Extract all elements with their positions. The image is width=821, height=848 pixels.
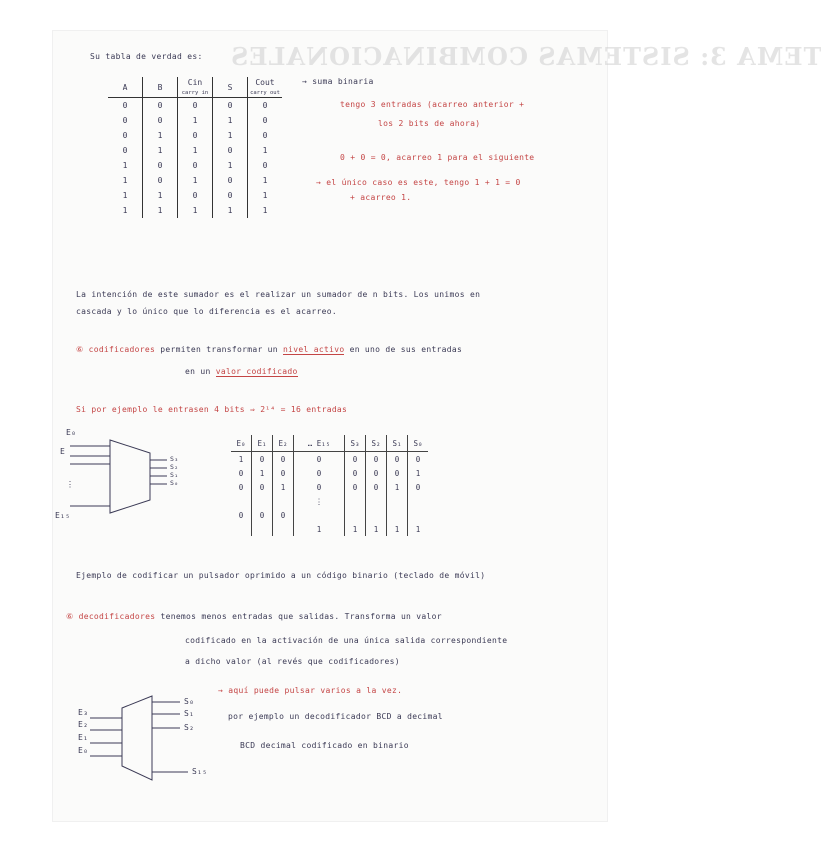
encoder-output-s2: S₂ [170, 463, 179, 471]
para1-line2: cascada y lo único que lo diferencia es el acarreo. [76, 307, 337, 316]
truth-table-cell: 1 [178, 173, 213, 188]
note-tengo-3: tengo 3 entradas (acarreo anterior + [340, 100, 525, 109]
header-cout: Cout carry out [248, 77, 283, 98]
truth-table-row [108, 113, 282, 128]
encoder-table-cell: 1 [294, 522, 345, 536]
encoder-table-header: S₁ [387, 435, 408, 452]
encoder-output-s3: S₃ [170, 455, 179, 463]
encoder-table-cell: 0 [231, 466, 252, 480]
header-cin: Cin carry in [178, 77, 213, 98]
note-unico-caso: → el único caso es este, tengo 1 + 1 = 0 [316, 178, 521, 187]
encoder-table-header: S₃ [345, 435, 366, 452]
truth-table-cell: 0 [262, 116, 268, 125]
encoder-input-dots: ⋮ [66, 480, 75, 489]
note-tengo-3b: los 2 bits de ahora) [378, 119, 481, 128]
para1-line1: La intención de este sumador es el realizar un sumador de n bits. Los unimos en [76, 290, 481, 299]
codificadores-heading: ⑥ codificadores [76, 345, 156, 354]
truth-table-cell: 0 [178, 98, 213, 114]
encoder-table-row [231, 508, 428, 522]
truth-table-cell: 1 [213, 158, 248, 173]
header-s: S [213, 77, 248, 98]
encoder-table-cell [366, 508, 387, 522]
encoder-table-cell: 0 [294, 480, 345, 494]
truth-table-cell: 1 [143, 188, 178, 203]
truth-table-cell: 1 [108, 158, 143, 173]
encoder-table-cell: 1 [415, 524, 421, 534]
encoder-table-cell: 0 [231, 480, 252, 494]
encoder-table-header: S₂ [366, 435, 387, 452]
decoder-output-s2: S₂ [184, 723, 195, 732]
truth-table-cell: 0 [262, 161, 268, 170]
example-text: Si por ejemplo le entrasen 4 bits ⇒ 2¹⁴ = 16 entradas [76, 405, 348, 414]
section-b-line2: en un valor codificado [185, 367, 298, 376]
truth-table-row [108, 128, 282, 143]
encoder-table-cell [273, 494, 294, 508]
truth-table-cell: 0 [262, 131, 268, 140]
truth-table-cell: 1 [178, 143, 213, 158]
decoder-output-s1: S₁ [184, 709, 195, 718]
truth-table-cell: 1 [143, 203, 178, 218]
note-unico-caso-b: + acarreo 1. [350, 193, 412, 202]
encoder-table-cell: 0 [273, 466, 294, 480]
encoder-table-cell: 0 [345, 452, 366, 467]
encoder-input-e0: E₀ [66, 428, 77, 437]
encoder-table-cell: 0 [387, 466, 408, 480]
truth-table-cell: 0 [213, 173, 248, 188]
decoder-input-e0: E₀ [78, 746, 89, 755]
truth-table-row [108, 173, 282, 188]
truth-table-row [108, 188, 282, 203]
encoder-table-cell [408, 494, 429, 508]
truth-table-cell: 0 [143, 113, 178, 128]
encoder-table-header: E₀ [231, 435, 252, 452]
encoder-table-row [231, 480, 428, 494]
encoder-table-cell: 0 [345, 466, 366, 480]
encoder-table-cell: 0 [231, 508, 252, 522]
note-por-ejemplo: por ejemplo un decodificador BCD a decimal [228, 712, 443, 721]
encoder-table-cell [345, 494, 366, 508]
decoder-input-e3: E₃ [78, 708, 89, 717]
note-aqui: → aquí puede pulsar varios a la vez. [218, 686, 403, 695]
truth-table [108, 77, 282, 218]
encoder-table-cell [294, 508, 345, 522]
encoder-table-row [231, 452, 428, 467]
encoder-table-cell: ⋮ [294, 494, 345, 508]
encoder-table-cell [366, 494, 387, 508]
decoder-input-e2: E₂ [78, 720, 89, 729]
decodificadores-heading: ⑥ decodificadores [66, 612, 156, 621]
truth-table-cell: 1 [262, 191, 268, 200]
truth-table-cell: 1 [262, 146, 268, 155]
truth-table-cell: 0 [178, 188, 213, 203]
truth-table-cell: 0 [213, 98, 248, 114]
ejemplo-codificar: Ejemplo de codificar un pulsador oprimido a un código binario (teclado de móvil) [76, 571, 486, 580]
truth-table-cell: 0 [143, 98, 178, 114]
truth-table-row [108, 143, 282, 158]
truth-table-cell: 1 [213, 203, 248, 218]
encoder-table-cell [273, 522, 294, 536]
truth-table-cell: 0 [262, 101, 268, 110]
encoder-input-e15: E₁₅ [55, 511, 71, 520]
encoder-table-cell: 1 [252, 466, 273, 480]
truth-table-cell: 1 [178, 203, 213, 218]
encoder-table-cell: 0 [294, 466, 345, 480]
encoder-table-cell: 0 [366, 466, 387, 480]
section-c-line1: ⑥ decodificadores tenemos menos entradas que salidas. Transforma un valor [66, 612, 442, 621]
decoder-output-s15: S₁₅ [192, 767, 208, 776]
encoder-table-cell: 0 [415, 454, 421, 464]
decoder-input-e1: E₁ [78, 733, 89, 742]
note-suma-binaria: → suma binaria [302, 77, 374, 86]
note-bcd: BCD decimal codificado en binario [240, 741, 409, 750]
truth-table-cell: 0 [108, 98, 143, 114]
watermark-title: TEMA 3: SISTEMAS COMBINACIONALES [230, 42, 821, 71]
encoder-table-header: E₂ [273, 435, 294, 452]
encoder-table-cell: 0 [415, 482, 421, 492]
encoder-table-cell [231, 522, 252, 536]
truth-table-cell: 0 [213, 143, 248, 158]
truth-table-cell: 0 [178, 128, 213, 143]
encoder-table-cell: 0 [252, 480, 273, 494]
truth-table-cell: 1 [213, 128, 248, 143]
truth-table-cell: 0 [178, 158, 213, 173]
encoder-table-cell: 0 [273, 508, 294, 522]
encoder-table-cell: 1 [387, 522, 408, 536]
encoder-table-row [231, 522, 428, 536]
encoder-table-row [231, 466, 428, 480]
section-b-line1: ⑥ codificadores permiten transformar un nivel activo en uno de sus entradas [76, 345, 463, 354]
intro-text: Su tabla de verdad es: [90, 52, 203, 61]
truth-table-cell: 1 [108, 173, 143, 188]
encoder-table-header: E₁ [252, 435, 273, 452]
encoder-table-cell: 1 [273, 480, 294, 494]
encoder-table-cell: 0 [345, 480, 366, 494]
section-c-line2: codificado en la activación de una única salida correspondiente [185, 636, 508, 645]
truth-table-row [108, 98, 282, 114]
encoder-table-cell [231, 494, 252, 508]
truth-table-cell: 1 [143, 128, 178, 143]
encoder-table [231, 435, 428, 536]
note-cero-mas-cero: 0 + 0 = 0, acarreo 1 para el siguiente [340, 153, 535, 162]
encoder-table-cell [387, 508, 408, 522]
decoder-output-s0: S₀ [184, 697, 195, 706]
encoder-table-cell: 0 [294, 452, 345, 467]
encoder-table-cell: 1 [345, 522, 366, 536]
encoder-table-cell: 0 [273, 452, 294, 467]
truth-table-cell: 1 [213, 113, 248, 128]
truth-table-row [108, 158, 282, 173]
encoder-table-cell: 0 [366, 480, 387, 494]
encoder-table-cell [252, 494, 273, 508]
truth-table-row [108, 203, 282, 218]
encoder-table-cell: 0 [366, 452, 387, 467]
encoder-table-cell: 1 [387, 480, 408, 494]
encoder-output-s1: S₁ [170, 471, 179, 479]
encoder-table-cell: 1 [231, 452, 252, 467]
truth-table-cell: 0 [213, 188, 248, 203]
header-b: B [143, 77, 178, 98]
header-a: A [108, 77, 143, 98]
encoder-table-header: S₀ [408, 435, 429, 452]
truth-table-cell: 0 [108, 113, 143, 128]
truth-table-cell: 1 [108, 188, 143, 203]
truth-table-cell: 0 [143, 173, 178, 188]
encoder-table-cell [408, 508, 429, 522]
truth-table-cell: 0 [108, 128, 143, 143]
encoder-table-header: … E₁₅ [294, 435, 345, 452]
encoder-table-cell [252, 522, 273, 536]
encoder-table-cell: 1 [366, 522, 387, 536]
encoder-table-row [231, 494, 428, 508]
encoder-table-cell: 0 [252, 508, 273, 522]
truth-table-cell: 0 [143, 158, 178, 173]
truth-table-cell: 1 [143, 143, 178, 158]
encoder-table-cell: 0 [387, 452, 408, 467]
encoder-output-s0: S₀ [170, 479, 179, 487]
truth-table-cell: 1 [262, 206, 268, 215]
encoder-table-cell: 1 [415, 468, 421, 478]
truth-table-cell: 0 [108, 143, 143, 158]
encoder-table-cell [387, 494, 408, 508]
truth-table-cell: 1 [262, 176, 268, 185]
encoder-diagram [55, 428, 205, 528]
truth-table-cell: 1 [178, 113, 213, 128]
section-c-line3: a dicho valor (al revés que codificadores) [185, 657, 400, 666]
truth-table-cell: 1 [108, 203, 143, 218]
encoder-table-cell: 0 [252, 452, 273, 467]
encoder-input-e: E [60, 447, 66, 456]
encoder-table-cell [345, 508, 366, 522]
